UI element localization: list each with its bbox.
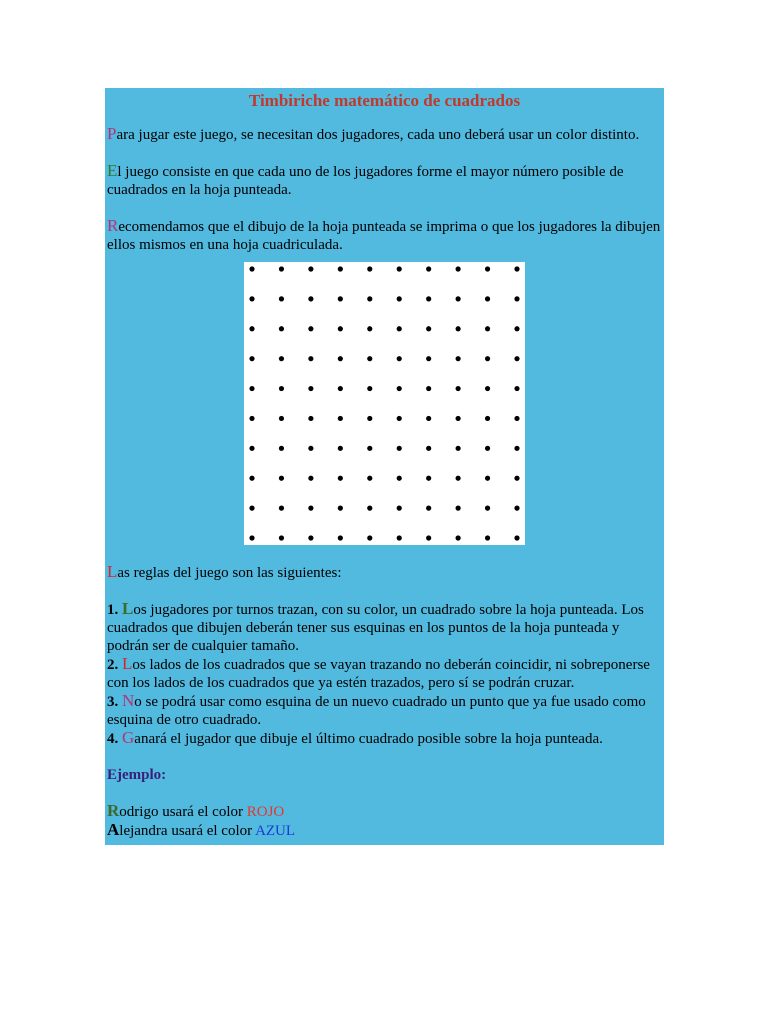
grid-dot	[456, 446, 461, 451]
paragraph-text: as reglas del juego son las siguientes:	[117, 565, 342, 581]
drop-cap: L	[122, 654, 133, 673]
grid-dot	[249, 476, 254, 481]
grid-dot	[338, 446, 343, 451]
grid-dot	[308, 535, 313, 540]
rule-item	[107, 600, 662, 655]
grid-dot	[308, 296, 313, 301]
player-line	[107, 802, 662, 821]
grid-dot	[367, 296, 372, 301]
grid-dot	[249, 356, 254, 361]
grid-dot	[426, 326, 431, 331]
grid-dot	[367, 326, 372, 331]
grid-dot	[485, 296, 490, 301]
grid-dot	[397, 386, 402, 391]
grid-dot	[426, 416, 431, 421]
drop-cap: P	[107, 124, 117, 143]
drop-cap: L	[107, 562, 118, 581]
grid-dot	[426, 476, 431, 481]
grid-dot	[367, 535, 372, 540]
grid-dot	[397, 446, 402, 451]
grid-dot	[514, 476, 519, 481]
grid-dot	[308, 416, 313, 421]
grid-dot	[367, 506, 372, 511]
page-title: Timbiriche matemático de cuadrados	[248, 91, 521, 110]
player-text: lejandra usará el color	[119, 823, 256, 839]
grid-dot	[456, 416, 461, 421]
grid-dot	[397, 416, 402, 421]
rule-number: 2.	[107, 657, 119, 673]
rule-text: o se podrá usar como esquina de un nuevo cuadrado un punto que ya fue usado como esquina de otro cuadrado.	[107, 694, 646, 728]
grid-dot	[338, 476, 343, 481]
grid-dot	[426, 356, 431, 361]
rules-intro	[107, 563, 662, 582]
grid-dot	[514, 446, 519, 451]
player-color-name: AZUL	[255, 823, 296, 839]
grid-dot	[279, 416, 284, 421]
grid-dot	[426, 266, 431, 271]
grid-dot	[426, 506, 431, 511]
grid-dot	[397, 506, 402, 511]
grid-dot	[397, 266, 402, 271]
drop-cap: L	[122, 599, 134, 618]
grid-dot	[426, 296, 431, 301]
grid-dot	[249, 416, 254, 421]
grid-dot	[338, 296, 343, 301]
grid-dot	[367, 416, 372, 421]
grid-dot	[338, 356, 343, 361]
rule-text: os jugadores por turnos trazan, con su color, un cuadrado sobre la hoja punteada. Los cuadrados que dibujen deberán tener sus esquinas en los puntos de la hoja punteada y podrán ser de cualquier tamaño.	[107, 602, 644, 654]
paragraph-text: l juego consiste en que cada uno de los jugadores forme el mayor número posible de cuadrados en la hoja punteada.	[107, 164, 624, 198]
grid-dot	[397, 476, 402, 481]
grid-dot	[456, 266, 461, 271]
grid-dot	[485, 506, 490, 511]
grid-dot	[367, 476, 372, 481]
grid-dot	[426, 386, 431, 391]
grid-dot	[279, 506, 284, 511]
grid-dot	[308, 446, 313, 451]
rule-text: os lados de los cuadrados que se vayan trazando no deberán coincidir, ni sobreponerse con los lados de los cuadrados que ya estén trazados, pero sí se podrán cruzar.	[107, 657, 650, 691]
grid-dot	[485, 266, 490, 271]
grid-dot	[456, 326, 461, 331]
grid-dot	[514, 326, 519, 331]
grid-dot	[279, 326, 284, 331]
rule-item	[107, 655, 662, 692]
player-color-name: ROJO	[246, 804, 285, 820]
grid-dot	[249, 535, 254, 540]
grid-dot	[485, 476, 490, 481]
grid-dot	[338, 535, 343, 540]
grid-dot	[308, 326, 313, 331]
grid-dot	[279, 266, 284, 271]
drop-cap: G	[122, 728, 135, 747]
grid-dot	[279, 446, 284, 451]
drop-cap: R	[107, 216, 119, 235]
grid-dot	[279, 535, 284, 540]
grid-dot	[338, 266, 343, 271]
grid-dot	[279, 386, 284, 391]
grid-dot	[249, 326, 254, 331]
intro-paragraph-2	[107, 162, 662, 199]
grid-dot	[456, 535, 461, 540]
grid-dot	[249, 446, 254, 451]
grid-dot	[456, 506, 461, 511]
grid-dot	[338, 386, 343, 391]
grid-dot	[485, 326, 490, 331]
grid-dot	[426, 446, 431, 451]
grid-dot	[338, 326, 343, 331]
grid-dot	[249, 296, 254, 301]
player-text: odrigo usará el color	[119, 804, 247, 820]
grid-dot	[279, 356, 284, 361]
player-line	[107, 821, 662, 840]
grid-dot	[249, 506, 254, 511]
drop-cap: E	[107, 161, 118, 180]
grid-dot	[308, 356, 313, 361]
grid-dot	[485, 386, 490, 391]
example-label: Ejemplo:	[107, 767, 167, 783]
grid-dot	[456, 296, 461, 301]
grid-dot	[456, 476, 461, 481]
grid-dot	[397, 326, 402, 331]
grid-dot	[279, 296, 284, 301]
grid-dot	[514, 535, 519, 540]
grid-dot	[367, 446, 372, 451]
grid-dot	[249, 386, 254, 391]
content-panel	[105, 88, 664, 845]
grid-dot	[514, 386, 519, 391]
grid-dot	[308, 386, 313, 391]
rule-number: 3.	[107, 694, 119, 710]
grid-dot	[485, 356, 490, 361]
grid-dot	[514, 266, 519, 271]
grid-dot	[308, 506, 313, 511]
paragraph-text: ecomendamos que el dibujo de la hoja punteada se imprima o que los jugadores la dibujen ellos mismos en una hoja cuadriculada.	[107, 219, 661, 253]
grid-dot	[485, 446, 490, 451]
grid-dot	[367, 356, 372, 361]
grid-dot	[279, 476, 284, 481]
drop-cap: R	[107, 801, 120, 820]
grid-dot	[308, 476, 313, 481]
grid-dot	[426, 535, 431, 540]
grid-dot	[514, 416, 519, 421]
rule-number: 4.	[107, 731, 119, 747]
grid-dot	[485, 416, 490, 421]
grid-dot	[397, 356, 402, 361]
drop-cap: N	[122, 691, 135, 710]
rule-number: 1.	[107, 602, 119, 618]
grid-dot	[397, 296, 402, 301]
grid-dot	[514, 506, 519, 511]
grid-dot	[456, 356, 461, 361]
grid-dot	[456, 386, 461, 391]
paragraph-text: ara jugar este juego, se necesitan dos jugadores, cada uno deberá usar un color distinto.	[116, 127, 640, 143]
grid-dot	[514, 356, 519, 361]
grid-dot	[367, 386, 372, 391]
grid-dot	[249, 266, 254, 271]
grid-dot	[367, 266, 372, 271]
intro-paragraph-1	[107, 125, 662, 144]
dotted-grid-image	[244, 262, 525, 545]
rule-item	[107, 729, 662, 748]
intro-paragraph-3	[107, 217, 662, 254]
grid-dot	[397, 535, 402, 540]
grid-dot	[485, 535, 490, 540]
drop-cap: A	[107, 820, 120, 839]
rule-item	[107, 692, 662, 729]
rule-text: anará el jugador que dibuje el último cuadrado posible sobre la hoja punteada.	[134, 731, 603, 747]
grid-dot	[514, 296, 519, 301]
grid-dot	[338, 506, 343, 511]
grid-dot	[308, 266, 313, 271]
grid-dot	[338, 416, 343, 421]
